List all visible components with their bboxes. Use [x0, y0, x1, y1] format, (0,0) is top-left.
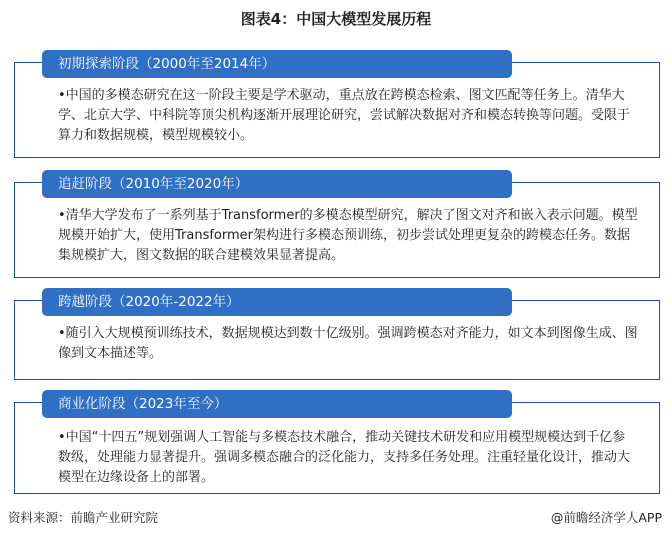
stage-4-text: •中国“十四五”规划强调人工智能与多模态技术融合，推动关键技术研发和应用模型规模达到千亿参数级，处理能力显著提升。强调多模态融合的泛化能力，支持多任务处理。注重轻量化设计，推动大模型在边缘设备上的部署。	[58, 430, 631, 485]
brand-credit: @前瞻经济学人APP	[550, 510, 662, 525]
stage-2-label: 追赶阶段（2010年至2020年）	[42, 170, 512, 198]
stage-1-label: 初期探索阶段（2000年至2014年）	[42, 50, 512, 78]
stage-3-label: 跨越阶段（2020年-2022年）	[42, 288, 512, 316]
stage-2-text: •清华大学发布了一系列基于Transformer的多模态模型研究，解决了图文对齐和嵌入表示问题。模型规模开始扩大，使用Transformer架构进行多模态预训练，初步尝试处理更复杂的跨模态任务。数据集规模扩大，图文数据的联合建模效果显著提高。	[58, 208, 638, 263]
footer	[0, 508, 672, 528]
stage-4-label: 商业化阶段（2023年至今）	[42, 390, 512, 418]
source-note: 资料来源：前瞻产业研究院	[8, 510, 159, 525]
stage-1-text: •中国的多模态研究在这一阶段主要是学术驱动，重点放在跨模态检索、图文匹配等任务上。清华大学、北京大学、中科院等顶尖机构逐渐开展理论研究，尝试解决数据对齐和模态转换等问题。受限于算力和数据规模，模型规模较小。	[58, 88, 631, 143]
stage-3-text: •随引入大规模预训练技术，数据规模达到数十亿级别。强调跨模态对齐能力，如文本到图像生成、图像到文本描述等。	[58, 326, 638, 361]
timeline-stages	[14, 46, 660, 494]
figure-title: 图表4：中国大模型发展历程	[240, 10, 432, 28]
